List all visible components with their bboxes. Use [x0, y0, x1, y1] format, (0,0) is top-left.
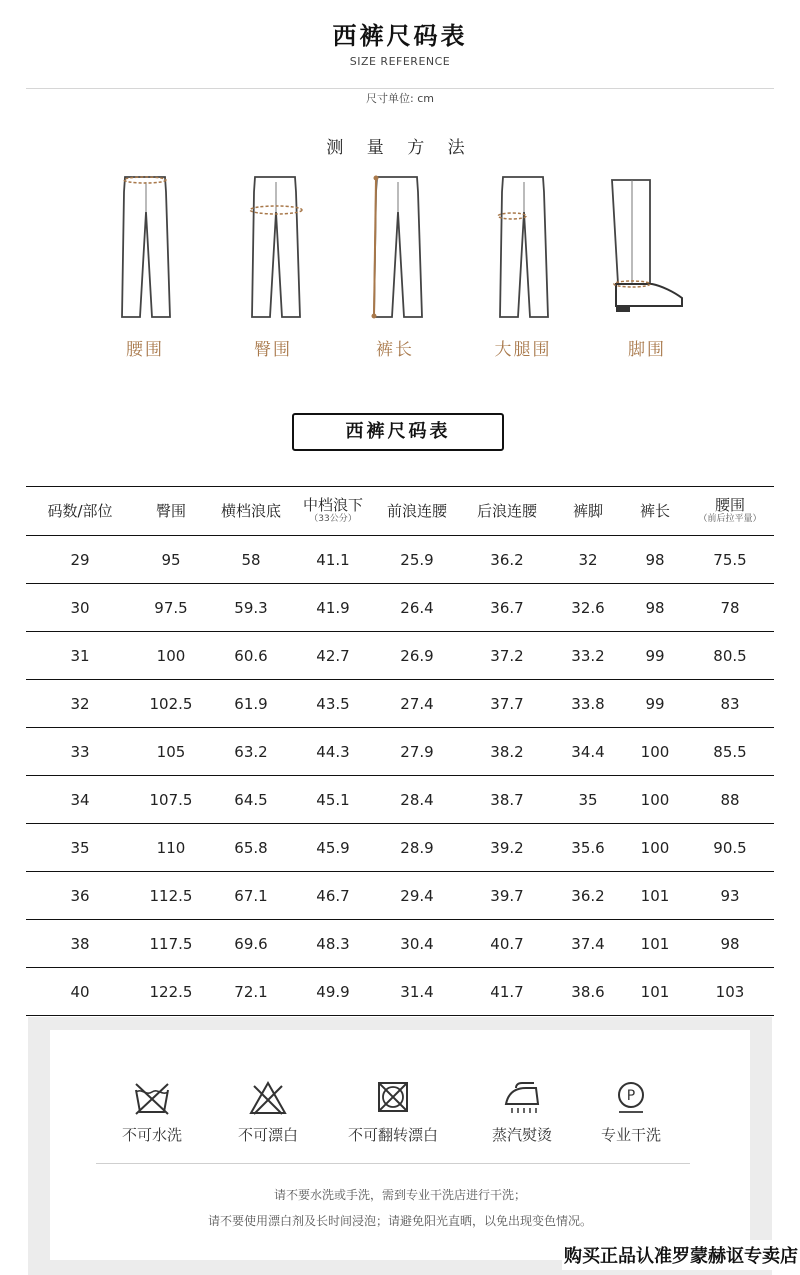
hem-measure-icon [602, 172, 692, 322]
table-cell: 45.9 [294, 824, 372, 872]
table-cell: 99 [624, 680, 686, 728]
table-cell: 75.5 [686, 536, 774, 584]
size-cell: 38 [26, 920, 134, 968]
table-cell: 27.9 [372, 728, 462, 776]
svg-text:P: P [626, 1088, 636, 1104]
table-cell: 41.1 [294, 536, 372, 584]
table-cell: 33.8 [552, 680, 624, 728]
table-cell: 107.5 [134, 776, 208, 824]
table-cell: 34.4 [552, 728, 624, 776]
table-cell: 45.1 [294, 776, 372, 824]
table-cell: 61.9 [208, 680, 294, 728]
table-cell: 35 [552, 776, 624, 824]
size-cell: 33 [26, 728, 134, 776]
table-cell: 122.5 [134, 968, 208, 1016]
table-header-cell: 码数/部位 [26, 487, 134, 536]
table-cell: 98 [624, 536, 686, 584]
care-label: 不可翻转漂白 [347, 1126, 438, 1144]
table-row [26, 728, 774, 776]
table-cell: 97.5 [134, 584, 208, 632]
table-cell: 36.2 [552, 872, 624, 920]
table-cell: 28.4 [372, 776, 462, 824]
size-cell: 29 [26, 536, 134, 584]
care-label: 不可漂白 [237, 1126, 298, 1144]
size-cell: 31 [26, 632, 134, 680]
table-cell: 85.5 [686, 728, 774, 776]
table-cell: 38.6 [552, 968, 624, 1016]
table-cell: 100 [134, 632, 208, 680]
table-cell: 100 [624, 824, 686, 872]
dry-clean-icon [611, 1080, 651, 1116]
table-cell: 60.6 [208, 632, 294, 680]
figure-label-thigh: 大腿围 [494, 340, 552, 360]
table-cell: 103 [686, 968, 774, 1016]
table-cell: 49.9 [294, 968, 372, 1016]
table-row [26, 920, 774, 968]
table-cell: 32.6 [552, 584, 624, 632]
table-cell: 46.7 [294, 872, 372, 920]
table-cell: 30.4 [372, 920, 462, 968]
care-item [92, 1080, 212, 1145]
table-header-cell: 中档浪下 （33公分） [294, 487, 372, 536]
table-cell: 98 [686, 920, 774, 968]
shop-banner-text: 购买正品认准罗蒙赫讴专卖店 [562, 1240, 800, 1270]
no-tumble-dry-icon [373, 1080, 413, 1116]
figure-label-hem: 脚围 [628, 340, 666, 360]
thigh-measure-icon [478, 172, 568, 322]
table-cell: 38.7 [462, 776, 552, 824]
hip-measure-icon [230, 172, 320, 322]
table-cell: 37.7 [462, 680, 552, 728]
table-cell: 39.7 [462, 872, 552, 920]
table-cell: 37.2 [462, 632, 552, 680]
care-label: 不可水洗 [121, 1126, 182, 1144]
size-cell: 40 [26, 968, 134, 1016]
table-cell: 80.5 [686, 632, 774, 680]
table-cell: 35.6 [552, 824, 624, 872]
table-cell: 41.9 [294, 584, 372, 632]
table-cell: 26.4 [372, 584, 462, 632]
table-cell: 26.9 [372, 632, 462, 680]
size-cell: 36 [26, 872, 134, 920]
table-row [26, 632, 774, 680]
no-wash-icon [132, 1080, 172, 1116]
table-cell: 112.5 [134, 872, 208, 920]
table-cell: 38.2 [462, 728, 552, 776]
table-cell: 36.2 [462, 536, 552, 584]
care-item [208, 1080, 328, 1145]
table-header-row [26, 487, 774, 536]
table-row [26, 776, 774, 824]
figure-label-length: 裤长 [376, 340, 414, 360]
table-cell: 58 [208, 536, 294, 584]
table-header-cell: 裤脚 [552, 487, 624, 536]
table-cell: 64.5 [208, 776, 294, 824]
no-bleach-icon [248, 1080, 288, 1116]
table-cell: 117.5 [134, 920, 208, 968]
table-cell: 40.7 [462, 920, 552, 968]
table-cell: 72.1 [208, 968, 294, 1016]
table-cell: 100 [624, 728, 686, 776]
size-cell: 35 [26, 824, 134, 872]
table-cell: 78 [686, 584, 774, 632]
table-cell: 28.9 [372, 824, 462, 872]
page-title: 西裤尺码表 [332, 22, 468, 50]
table-cell: 88 [686, 776, 774, 824]
page-subtitle: SIZE REFERENCE [349, 55, 451, 68]
method-title: 测 量 方 法 [326, 138, 474, 158]
table-cell: 67.1 [208, 872, 294, 920]
table-cell: 36.7 [462, 584, 552, 632]
care-item [571, 1080, 691, 1145]
table-cell: 101 [624, 968, 686, 1016]
size-table [26, 486, 774, 1016]
table-cell: 93 [686, 872, 774, 920]
table-cell: 44.3 [294, 728, 372, 776]
header-divider [26, 88, 774, 89]
table-cell: 99 [624, 632, 686, 680]
size-cell: 34 [26, 776, 134, 824]
table-cell: 27.4 [372, 680, 462, 728]
table-cell: 43.5 [294, 680, 372, 728]
care-item [333, 1080, 453, 1145]
table-cell: 37.4 [552, 920, 624, 968]
unit-text: 尺寸单位: cm [366, 92, 434, 105]
steam-iron-icon [502, 1080, 542, 1116]
table-row [26, 536, 774, 584]
table-cell: 102.5 [134, 680, 208, 728]
table-cell: 41.7 [462, 968, 552, 1016]
table-cell: 48.3 [294, 920, 372, 968]
table-cell: 105 [134, 728, 208, 776]
table-cell: 33.2 [552, 632, 624, 680]
size-cell: 30 [26, 584, 134, 632]
table-cell: 25.9 [372, 536, 462, 584]
table-header-cell: 前浪连腰 [372, 487, 462, 536]
table-cell: 100 [624, 776, 686, 824]
table-header-cell: 腰围 （前后拉平量） [686, 487, 774, 536]
care-notice-line2: 请不要使用漂白剂及长时间浸泡；请避免阳光直晒，以免出现变色情况。 [207, 1214, 592, 1228]
table-cell: 101 [624, 920, 686, 968]
care-label: 蒸汽熨烫 [491, 1126, 552, 1144]
length-measure-icon [350, 172, 440, 322]
table-cell: 31.4 [372, 968, 462, 1016]
table-cell: 90.5 [686, 824, 774, 872]
figure-label-waist: 腰围 [126, 340, 164, 360]
table-row [26, 584, 774, 632]
care-divider [96, 1163, 690, 1164]
care-notice-line1: 请不要水洗或手洗，需到专业干洗店进行干洗； [273, 1188, 526, 1202]
table-title: 西裤尺码表 [292, 413, 504, 451]
table-cell: 83 [686, 680, 774, 728]
table-cell: 32 [552, 536, 624, 584]
table-row [26, 680, 774, 728]
waist-measure-icon [100, 172, 190, 322]
table-cell: 42.7 [294, 632, 372, 680]
table-row [26, 968, 774, 1016]
table-header-cell: 横档浪底 [208, 487, 294, 536]
table-header-cell: 后浪连腰 [462, 487, 552, 536]
table-cell: 69.6 [208, 920, 294, 968]
table-cell: 29.4 [372, 872, 462, 920]
table-header-cell: 臀围 [134, 487, 208, 536]
table-cell: 98 [624, 584, 686, 632]
table-cell: 65.8 [208, 824, 294, 872]
table-header-cell: 裤长 [624, 487, 686, 536]
table-cell: 95 [134, 536, 208, 584]
care-label: 专业干洗 [600, 1126, 661, 1144]
table-row [26, 872, 774, 920]
care-item [462, 1080, 582, 1145]
size-cell: 32 [26, 680, 134, 728]
figure-label-hip: 臀围 [254, 340, 292, 360]
table-cell: 63.2 [208, 728, 294, 776]
table-cell: 59.3 [208, 584, 294, 632]
table-row [26, 824, 774, 872]
table-cell: 110 [134, 824, 208, 872]
table-cell: 39.2 [462, 824, 552, 872]
table-cell: 101 [624, 872, 686, 920]
